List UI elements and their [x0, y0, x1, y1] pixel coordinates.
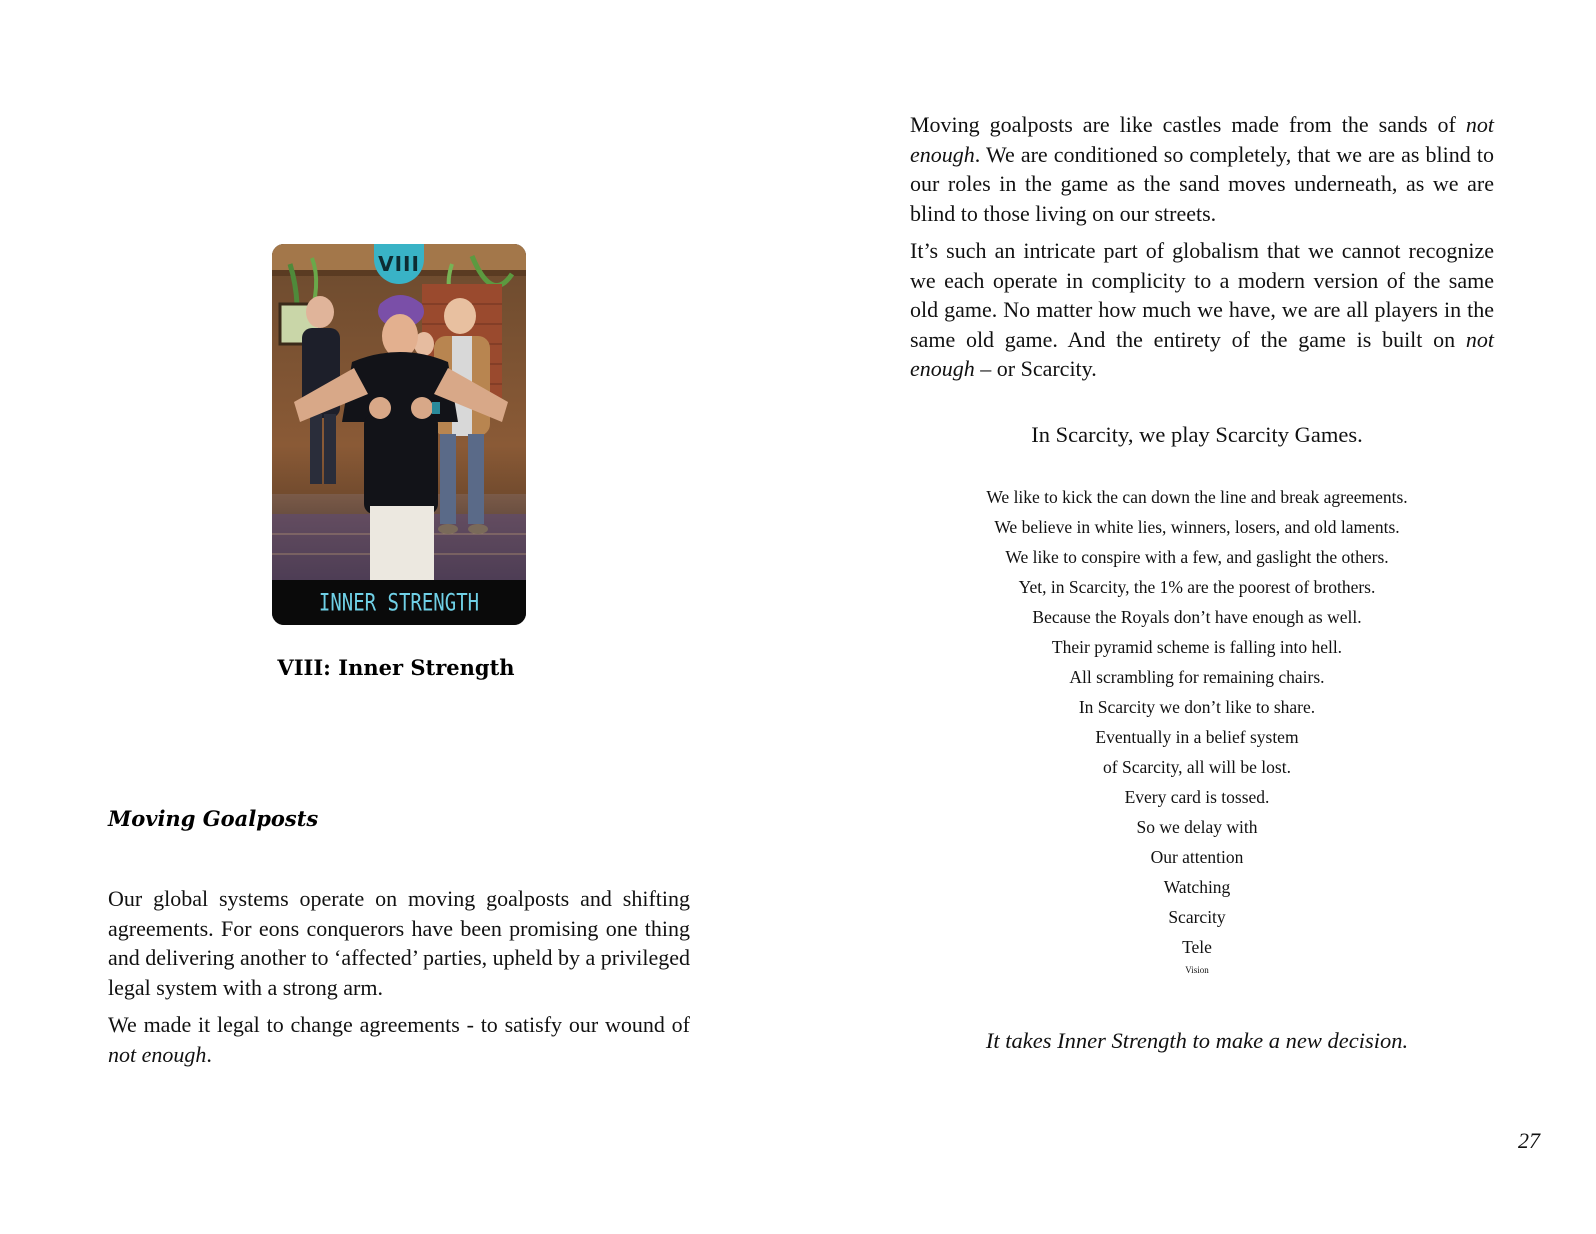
right-paragraph-2-start: It’s such an intricate part of globalism that we cannot recognize we each operate in complicity to a modern version of the same old game. No matter how much we have, we are all players in the same old game. And the entirety of the game is built on	[910, 238, 1494, 352]
right-paragraph-1-rest: . We are conditioned so completely, that we are as blind to our roles in the game as the sand moves underneath, as we are blind to those living on our streets.	[910, 141, 1494, 226]
poem-line: Their pyramid scheme is falling into hell.	[1051, 637, 1343, 657]
poem-line: Yet, in Scarcity, the 1% are the poorest of brothers.	[1018, 577, 1376, 597]
left-paragraph-2-end: .	[206, 1041, 212, 1067]
closing-line: It takes Inner Strength to make a new decision.	[985, 1028, 1409, 1053]
left-paragraph-2-italic: not enough	[108, 1041, 207, 1067]
right-paragraph-1-start: Moving goalposts are like castles made from the sands of	[910, 112, 1466, 137]
tarot-card-image	[272, 244, 526, 625]
right-paragraph-1-italic: not enough	[910, 112, 1494, 167]
card-banner-text: INNER STRENGTH	[318, 588, 480, 617]
card-photo	[272, 244, 526, 580]
card-caption: VIII: Inner Strength	[277, 655, 515, 680]
poem-line: Eventually in a belief system	[1095, 727, 1299, 747]
poem-line: Watching	[1163, 877, 1231, 897]
right-paragraph-1	[910, 110, 1494, 228]
poem-line: In Scarcity we don’t like to share.	[1078, 697, 1316, 717]
poem-line: of Scarcity, all will be lost.	[1103, 757, 1291, 777]
right-body-text	[910, 110, 1494, 392]
poem-line: Scarcity	[1168, 907, 1226, 927]
poem-line: Vision	[1185, 965, 1209, 975]
poem-line: So we delay with	[1136, 817, 1258, 837]
card-title-banner	[272, 580, 526, 625]
poem-line: We like to conspire with a few, and gaslight the others.	[1005, 547, 1389, 567]
left-paragraph-1: Our global systems operate on moving goalposts and shifting agreements. For eons conquerors have been promising one thing and delivering another to ‘affected’ parties, upheld by a privileged legal system with a strong arm.	[108, 886, 690, 1000]
left-paragraph-2-text: We made it legal to change agreements - to satisfy our wound of	[108, 1012, 690, 1037]
section-heading: Moving Goalposts	[108, 806, 319, 831]
poem-line: Our attention	[1150, 847, 1244, 867]
poem	[798, 482, 1596, 978]
poem-line: Because the Royals don’t have enough as well.	[1032, 607, 1362, 627]
left-paragraph-2	[108, 1010, 690, 1069]
poem-line: We believe in white lies, winners, losers, and old laments.	[994, 517, 1400, 537]
poem-line: Every card is tossed.	[1124, 787, 1270, 807]
poem-line: All scrambling for remaining chairs.	[1069, 667, 1325, 687]
poem-line: We like to kick the can down the line and break agreements.	[986, 487, 1408, 507]
card-numeral: VIII	[378, 252, 420, 276]
scarcity-heading: In Scarcity, we play Scarcity Games.	[1031, 422, 1363, 447]
right-paragraph-2-rest: – or Scarcity.	[974, 356, 1097, 381]
page-number: 27	[1518, 1128, 1540, 1153]
left-body-text	[108, 884, 690, 1077]
right-paragraph-2	[910, 236, 1494, 384]
right-page	[798, 0, 1596, 1234]
right-paragraph-2-italic: not enough	[910, 326, 1494, 381]
poem-line: Tele	[1182, 937, 1212, 957]
